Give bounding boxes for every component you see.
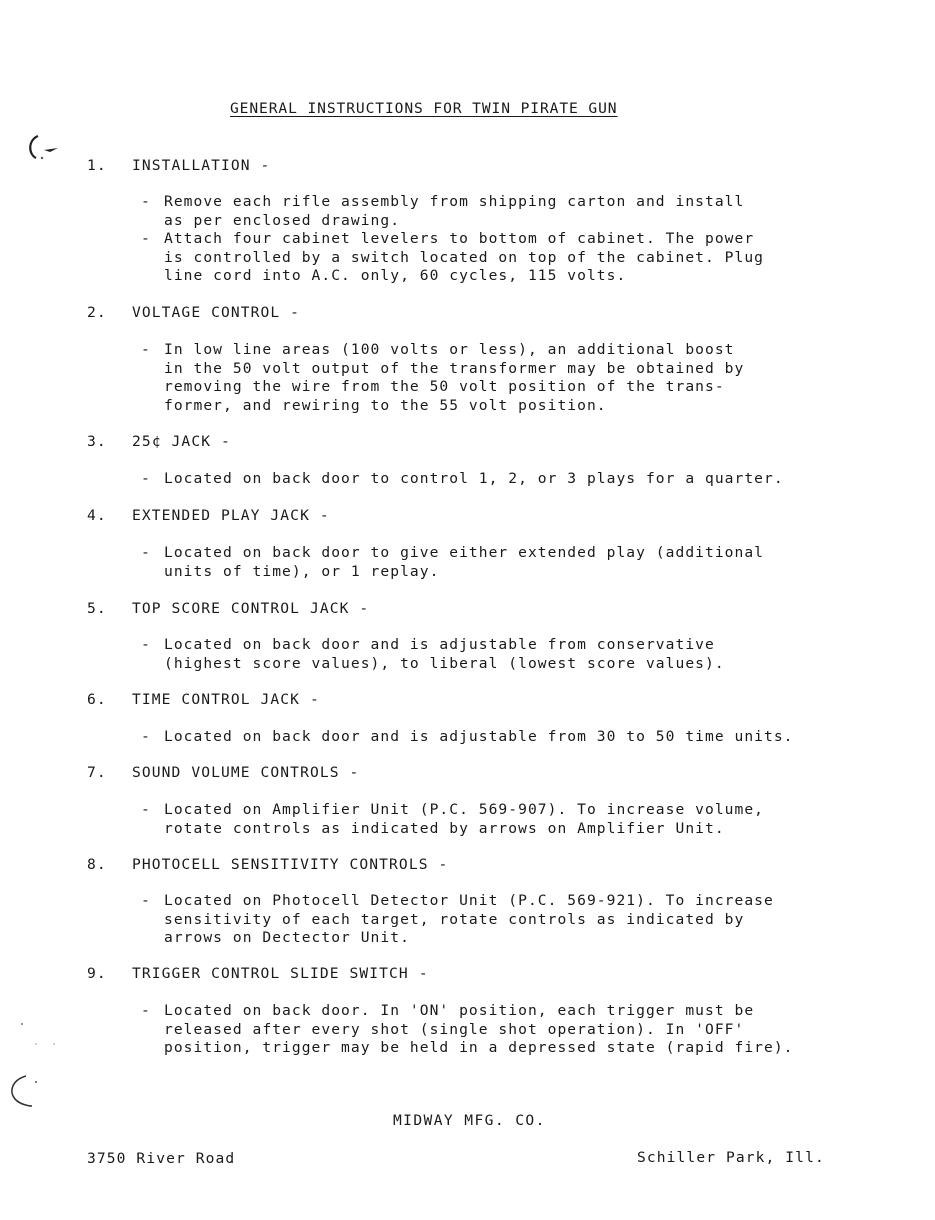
scan-mark-icon: [22, 132, 66, 168]
bullet-item: [141, 193, 744, 230]
bullet-dash: -: [141, 341, 151, 358]
bullet-line: Located on back door and is adjustable from conservative: [164, 636, 715, 653]
section-number: 8.: [87, 856, 107, 873]
section-heading-installation: [87, 157, 270, 174]
bullet-dash: -: [141, 728, 151, 745]
section-title: EXTENDED PLAY JACK -: [132, 507, 330, 524]
section-title: INSTALLATION -: [132, 157, 271, 174]
section-title: TRIGGER CONTROL SLIDE SWITCH -: [132, 965, 429, 982]
bullet-item: [141, 801, 764, 838]
bullet-line: former, and rewiring to the 55 volt position.: [164, 396, 607, 414]
section-title: PHOTOCELL SENSITIVITY CONTROLS -: [132, 856, 449, 873]
scan-dots-icon: [20, 1020, 60, 1050]
bullet-dash: -: [141, 544, 151, 561]
section-heading-voltage-control: [87, 304, 300, 321]
bullet-item: [141, 636, 725, 673]
bullet-line: Located on back door to give either extended play (additional: [164, 544, 765, 561]
bullet-line: Remove each rifle assembly from shipping carton and install: [164, 193, 745, 210]
bullet-line: arrows on Dectector Unit.: [164, 929, 410, 946]
bullet-line: sensitivity of each target, rotate controls as indicated by: [164, 910, 745, 928]
scan-mark-icon: [2, 1068, 46, 1110]
section-title: 25¢ JACK -: [132, 433, 231, 450]
section-heading-extended-play-jack: [87, 507, 330, 524]
section-number: 1.: [87, 157, 107, 174]
section-heading-25c-jack: [87, 433, 231, 450]
bullet-dash: -: [141, 230, 151, 247]
bullet-item: [141, 728, 794, 747]
section-number: 4.: [87, 507, 107, 524]
section-number: 5.: [87, 600, 107, 617]
bullet-item: [141, 470, 784, 489]
section-heading-time-control-jack: [87, 691, 320, 708]
bullet-line: units of time), or 1 replay.: [164, 562, 440, 580]
section-number: 3.: [87, 433, 107, 450]
section-number: 7.: [87, 764, 107, 781]
section-number: 2.: [87, 304, 107, 321]
section-number: 9.: [87, 965, 107, 982]
bullet-item: [141, 1002, 794, 1058]
bullet-line: In low line areas (100 volts or less), an additional boost: [164, 341, 735, 358]
bullet-dash: -: [141, 801, 151, 818]
company-name: MIDWAY MFG. CO.: [393, 1112, 546, 1129]
bullet-line: in the 50 volt output of the transformer may be obtained by: [164, 359, 745, 377]
section-title: SOUND VOLUME CONTROLS -: [132, 764, 360, 781]
section-heading-trigger-control-slide-switch: [87, 965, 429, 982]
bullet-line: as per enclosed drawing.: [164, 211, 401, 229]
bullet-dash: -: [141, 1002, 151, 1019]
bullet-item: [141, 544, 764, 581]
bullet-line: is controlled by a switch located on top of the cabinet. Plug: [164, 248, 765, 266]
section-heading-top-score-control-jack: [87, 600, 369, 617]
bullet-dash: -: [141, 470, 151, 487]
section-title: TOP SCORE CONTROL JACK -: [132, 600, 370, 617]
bullet-line: Located on back door and is adjustable from 30 to 50 time units.: [164, 728, 794, 745]
bullet-line: line cord into A.C. only, 60 cycles, 115 volts.: [164, 267, 627, 284]
section-title: TIME CONTROL JACK -: [132, 691, 320, 708]
section-heading-sound-volume-controls: [87, 764, 359, 781]
bullet-line: Located on Amplifier Unit (P.C. 569-907). To increase volume,: [164, 801, 765, 818]
section-title: VOLTAGE CONTROL -: [132, 304, 301, 321]
bullet-line: Attach four cabinet levelers to bottom of cabinet. The power: [164, 230, 755, 247]
bullet-line: position, trigger may be held in a depressed state (rapid fire).: [164, 1039, 794, 1056]
section-heading-photocell-sensitivity-controls: [87, 856, 448, 873]
company-address: 3750 River Road: [87, 1150, 236, 1167]
bullet-dash: -: [141, 636, 151, 653]
section-number: 6.: [87, 691, 107, 708]
bullet-line: released after every shot (single shot operation). In 'OFF': [164, 1020, 745, 1038]
bullet-dash: -: [141, 193, 151, 210]
bullet-line: Located on Photocell Detector Unit (P.C. 569-921). To increase: [164, 892, 774, 909]
document-title: GENERAL INSTRUCTIONS FOR TWIN PIRATE GUN: [230, 100, 618, 117]
bullet-item: [141, 892, 774, 948]
bullet-line: rotate controls as indicated by arrows on Amplifier Unit.: [164, 819, 725, 837]
bullet-item: [141, 341, 744, 415]
bullet-line: removing the wire from the 50 volt position of the trans-: [164, 378, 725, 395]
bullet-line: Located on back door to control 1, 2, or 3 plays for a quarter.: [164, 470, 784, 487]
bullet-line: Located on back door. In 'ON' position, each trigger must be: [164, 1002, 755, 1019]
company-city: Schiller Park, Ill.: [637, 1149, 825, 1166]
bullet-dash: -: [141, 892, 151, 909]
bullet-line: (highest score values), to liberal (lowest score values).: [164, 654, 725, 672]
bullet-item: [141, 230, 764, 286]
